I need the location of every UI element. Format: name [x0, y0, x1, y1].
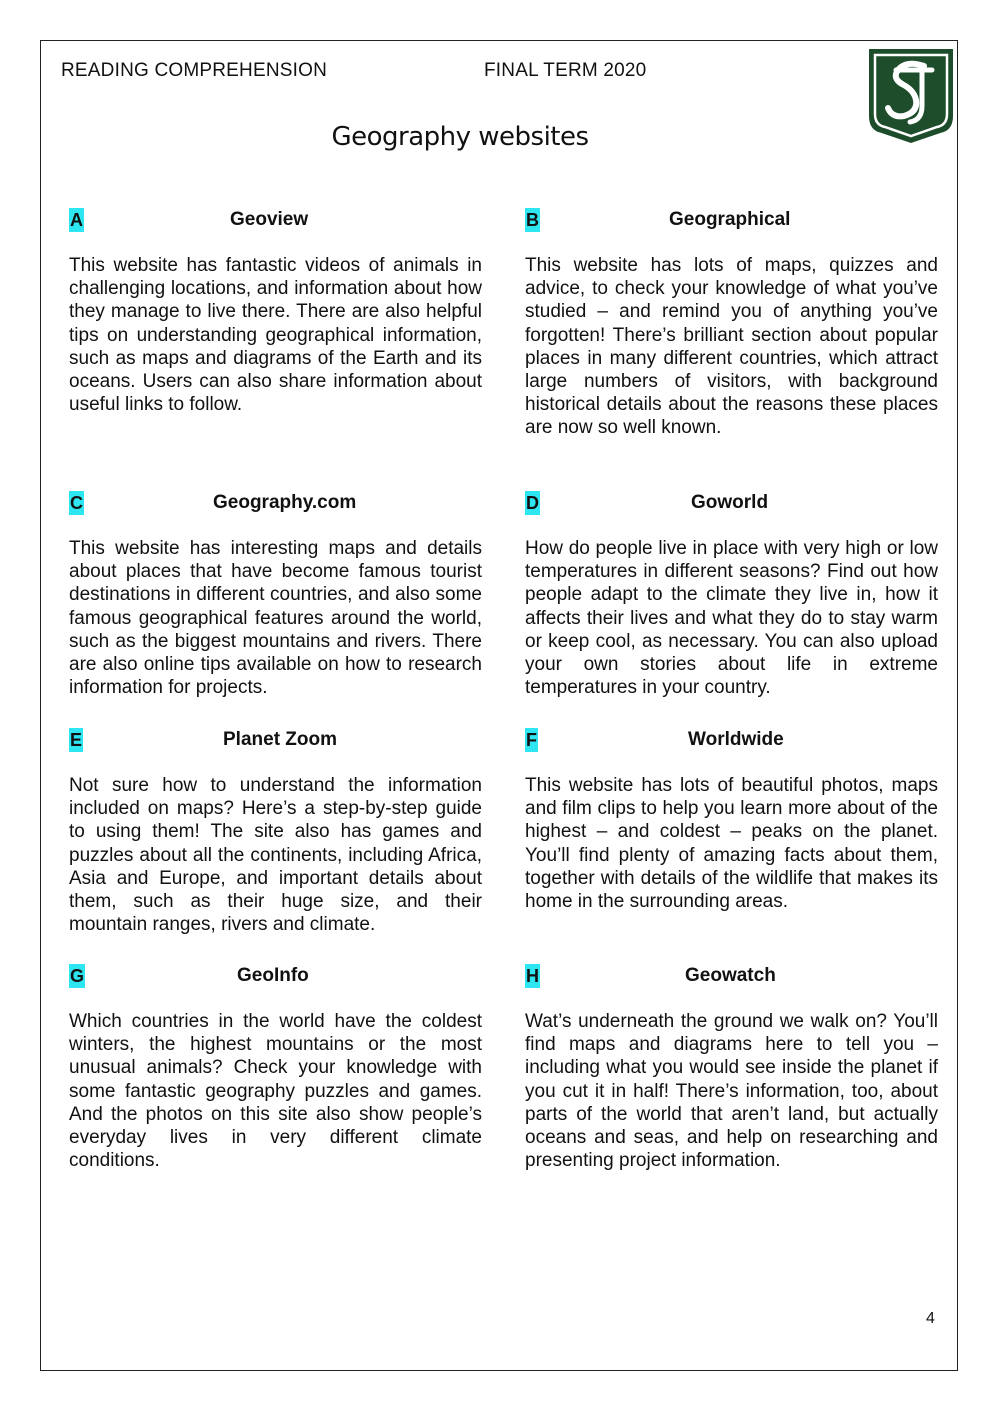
- card-letter: A: [70, 210, 83, 230]
- website-card-e: [69, 728, 482, 936]
- website-card-d: [525, 491, 938, 699]
- page-number: 4: [926, 1310, 935, 1327]
- card-header: [69, 964, 482, 990]
- card-title: Goworld: [691, 492, 769, 513]
- website-card-f: [525, 728, 938, 913]
- card-header: [525, 208, 938, 234]
- card-body: Not sure how to understand the information included on maps? Here’s a step-by-step guide to using them! The site also has games and puzzles about all the continents, including Africa, Asia and Europe, and important details about them, such as their huge size, and their mountain ranges, rivers and climate.: [69, 775, 482, 936]
- card-letter: F: [526, 730, 537, 750]
- card-letter: H: [526, 966, 539, 986]
- website-card-h: [525, 964, 938, 1172]
- header-subject: READING COMPREHENSION: [61, 60, 328, 81]
- card-title: Worldwide: [688, 729, 784, 750]
- card-body: Which countries in the world have the coldest winters, the highest mountains or the most unusual animals? Check your knowledge with some fantastic geography puzzles and games. And the photos on this site also show people’s everyday lives in very different climate conditions.: [69, 1011, 482, 1172]
- card-letter: G: [70, 966, 85, 986]
- card-header: [69, 208, 482, 234]
- header-term: FINAL TERM 2020: [484, 60, 647, 81]
- card-title: GeoInfo: [237, 965, 309, 986]
- card-title: Planet Zoom: [223, 729, 338, 750]
- page-title: Geography websites: [331, 122, 589, 152]
- card-header: [69, 491, 482, 517]
- website-card-a: [69, 208, 482, 416]
- card-title: Geowatch: [685, 965, 776, 986]
- card-header: [69, 728, 482, 754]
- card-title: Geographical: [669, 209, 791, 230]
- card-body: This website has fantastic videos of animals in challenging locations, and information about how they manage to live there. There are also helpful tips on understanding geographical information, such as maps and diagrams of the Earth and its oceans. Users can also share information about useful links to follow.: [69, 255, 482, 416]
- card-body: This website has lots of maps, quizzes and advice, to check your knowledge of what you’ve studied – and remind you of anything you’ve forgotten! There’s brilliant section about popular places in many different countries, which attract large numbers of visitors, with background historical details about the reasons these places are now so well known.: [525, 255, 938, 439]
- card-header: [525, 964, 938, 990]
- card-header: [525, 728, 938, 754]
- card-letter: B: [526, 210, 539, 230]
- website-card-b: [525, 208, 938, 440]
- card-letter: C: [70, 493, 83, 513]
- card-title: Geography.com: [213, 492, 357, 513]
- card-header: [525, 491, 938, 517]
- card-letter: D: [526, 493, 539, 513]
- card-letter: E: [70, 730, 83, 750]
- card-title: Geoview: [230, 209, 309, 230]
- card-body: This website has interesting maps and details about places that have become famous tourist destinations in different countries, and also some famous geographical features around the world, such as the biggest mountains and rivers. There are also online tips available on how to research information for projects.: [69, 538, 482, 699]
- card-body: How do people live in place with very high or low temperatures in different seasons? Find out how people adapt to the climate they live in, how it affects their lives and what they do to stay warm or keep cool, as necessary. You can also upload your own stories about life in extreme temperatures in your country.: [525, 538, 938, 699]
- website-card-g: [69, 964, 482, 1172]
- card-body: Wat’s underneath the ground we walk on? You’ll find maps and diagrams here to tell you – including what you would see inside the planet if you cut it in half! There’s information, too, about parts of the world that aren’t land, but actually oceans and seas, and help on researching and presenting project information.: [525, 1011, 938, 1172]
- card-body: This website has lots of beautiful photos, maps and film clips to help you learn more about of the highest – and coldest – peaks on the planet. You’ll find plenty of amazing facts about them, together with details of the wildlife that makes its home in the surrounding areas.: [525, 775, 938, 913]
- website-card-c: [69, 491, 482, 699]
